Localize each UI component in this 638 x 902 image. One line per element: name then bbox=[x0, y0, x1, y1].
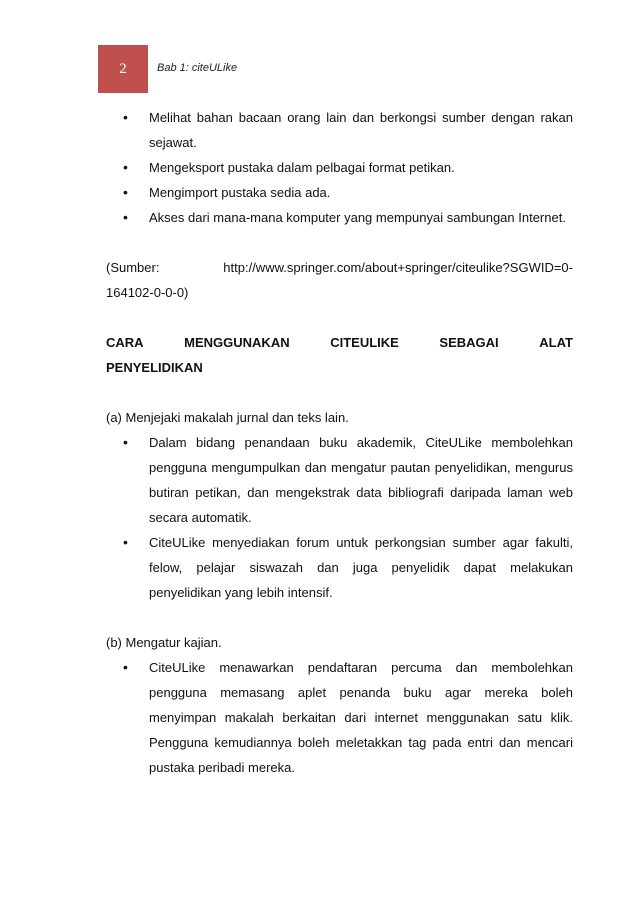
heading-word: CARA bbox=[106, 335, 144, 350]
heading-word: SEBAGAI bbox=[439, 335, 499, 350]
feature-list bbox=[106, 105, 573, 230]
list-item: • Mengeksport pustaka dalam pelbagai format petikan. bbox=[106, 155, 573, 180]
list-item: • Mengimport pustaka sedia ada. bbox=[106, 180, 573, 205]
section-b-list bbox=[106, 655, 573, 780]
list-item: • CiteULike menyediakan forum untuk perkongsian sumber agar fakulti, felow, pelajar siswazah dan juga penyelidik dapat melakukan penyelidikan yang lebih intensif. bbox=[106, 530, 573, 605]
heading-word: CITEULIKE bbox=[330, 335, 399, 350]
page-content bbox=[106, 105, 573, 780]
page-number: 2 bbox=[119, 60, 127, 77]
section-heading bbox=[106, 330, 573, 380]
list-item: • Dalam bidang penandaan buku akademik, CiteULike membolehkan pengguna mengumpulkan dan mengatur pautan penyelidikan, mengurus butiran petikan, dan mengekstrak data bibliografi daripada laman web secara automatik. bbox=[106, 430, 573, 530]
heading-word: MENGGUNAKAN bbox=[184, 335, 290, 350]
section-a-list bbox=[106, 430, 573, 605]
list-item: • CiteULike menawarkan pendaftaran percuma dan membolehkan pengguna memasang aplet penanda buku agar mereka boleh menyimpan makalah berkaitan dari internet menggunakan satu klik. Pengguna kemudiannya boleh meletakkan tag pada entri dan mencari pustaka peribadi mereka. bbox=[106, 655, 573, 780]
heading-line-2: PENYELIDIKAN bbox=[106, 360, 203, 375]
heading-word: ALAT bbox=[539, 335, 573, 350]
page-number-box bbox=[98, 45, 148, 93]
subsection-title-a: (a) Menjejaki makalah jurnal dan teks lain. bbox=[106, 410, 349, 425]
source-citation bbox=[106, 255, 573, 305]
list-item: • Melihat bahan bacaan orang lain dan berkongsi sumber dengan rakan sejawat. bbox=[106, 105, 573, 155]
list-item: • Akses dari mana-mana komputer yang mempunyai sambungan Internet. bbox=[106, 205, 573, 230]
subsection-title-b: (b) Mengatur kajian. bbox=[106, 635, 222, 650]
source-url-continued: 164102-0-0-0) bbox=[106, 285, 189, 300]
source-label: (Sumber: bbox=[106, 260, 160, 275]
source-url: http://www.springer.com/about+springer/citeulike?SGWID=0- bbox=[223, 260, 573, 275]
running-header: Bab 1: citeULike bbox=[157, 62, 238, 74]
